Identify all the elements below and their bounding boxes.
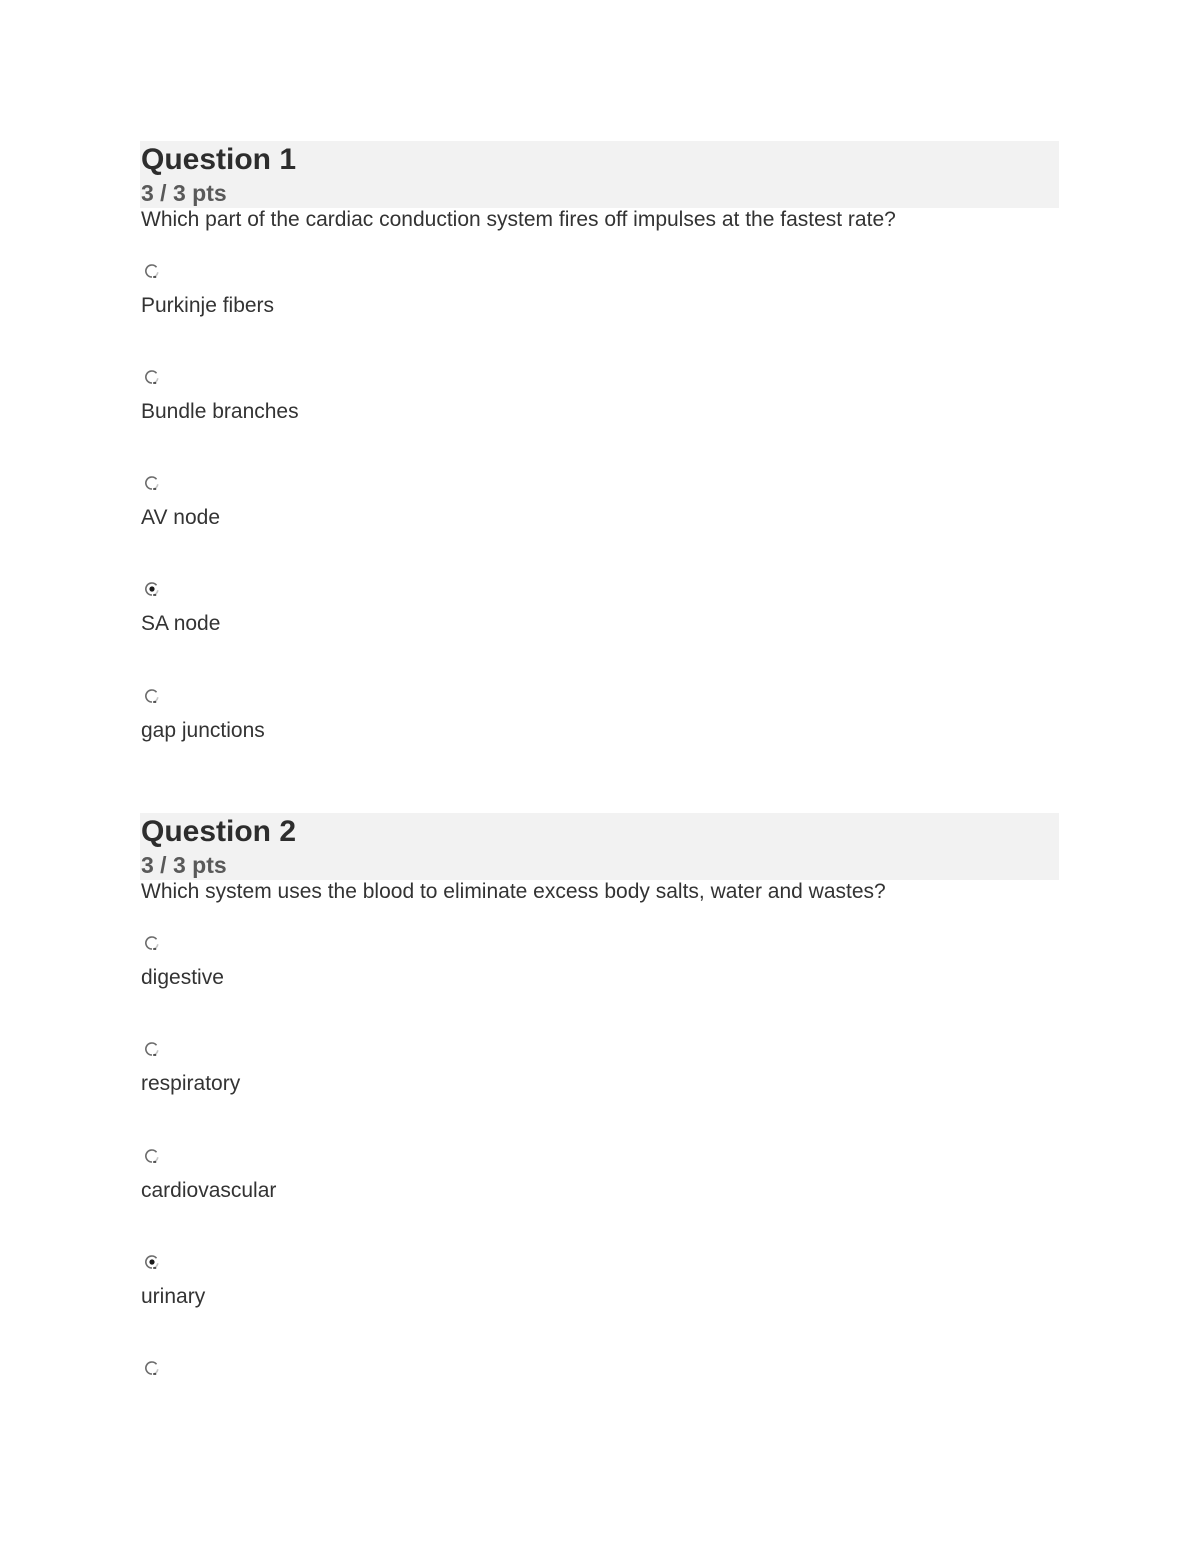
- radio-unselected-icon[interactable]: [145, 689, 159, 703]
- radio-unselected-icon[interactable]: [145, 476, 159, 490]
- answer-label: gap junctions: [141, 719, 265, 742]
- question-title: Question 2: [141, 815, 297, 848]
- answer-option[interactable]: [141, 264, 541, 370]
- question-points: 3 / 3 pts: [141, 180, 227, 206]
- answer-label: Purkinje fibers: [141, 294, 275, 317]
- question-points: 3 / 3 pts: [141, 852, 227, 878]
- answer-option[interactable]: [141, 370, 541, 476]
- question-2: [141, 813, 1059, 1308]
- radio-unselected-icon[interactable]: [145, 1149, 159, 1163]
- answer-label: respiratory: [141, 1072, 241, 1095]
- radio-unselected-icon[interactable]: [145, 1042, 159, 1056]
- radio-unselected-icon[interactable]: [145, 1361, 159, 1375]
- question-header: [140, 141, 1059, 208]
- answer-label: cardiovascular: [141, 1179, 277, 1202]
- answer-label: AV node: [141, 506, 221, 529]
- question-header: [140, 813, 1059, 880]
- radio-unselected-icon[interactable]: [145, 936, 159, 950]
- answer-option[interactable]: [141, 936, 541, 1042]
- radio-unselected-icon[interactable]: [145, 370, 159, 384]
- radio-selected-dot: [149, 1259, 154, 1264]
- answer-label: digestive: [141, 966, 224, 989]
- question-title: Question 1: [141, 143, 297, 176]
- answer-option[interactable]: [141, 1361, 541, 1467]
- question-text: Which system uses the blood to eliminate excess body salts, water and wastes?: [141, 880, 886, 903]
- radio-selected-dot: [149, 586, 154, 591]
- answer-option[interactable]: [141, 582, 541, 688]
- answer-label: urinary: [141, 1285, 206, 1308]
- radio-selected-icon[interactable]: [145, 582, 159, 596]
- radio-unselected-icon[interactable]: [145, 264, 159, 278]
- radio-selected-icon[interactable]: [145, 1255, 159, 1269]
- answer-option[interactable]: [141, 1149, 541, 1255]
- question-1: [141, 141, 1059, 742]
- answer-option[interactable]: [141, 689, 541, 795]
- question-text: Which part of the cardiac conduction system fires off impulses at the fastest rate?: [141, 208, 896, 231]
- answer-label: SA node: [141, 612, 221, 635]
- answer-option[interactable]: [141, 476, 541, 582]
- answer-option[interactable]: [141, 1255, 541, 1361]
- answer-label: Bundle branches: [141, 400, 299, 423]
- answer-option[interactable]: [141, 1042, 541, 1148]
